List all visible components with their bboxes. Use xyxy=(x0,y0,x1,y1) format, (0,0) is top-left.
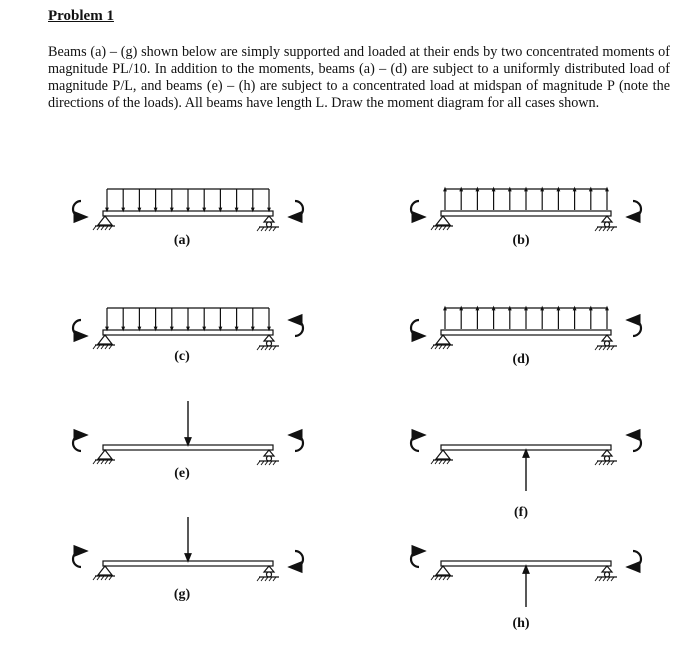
roller-support xyxy=(257,335,279,350)
beam-label: (b) xyxy=(512,233,530,248)
beam-label: (h) xyxy=(512,616,530,631)
left-moment-arrow xyxy=(411,551,419,567)
beam-body xyxy=(103,561,273,566)
roller-support xyxy=(595,566,617,581)
beam-h xyxy=(411,551,641,631)
left-moment-arrow xyxy=(411,201,419,217)
problem-heading: Problem 1 xyxy=(48,8,114,24)
roller-support xyxy=(595,216,617,231)
pin-support xyxy=(93,335,115,349)
left-moment-arrow xyxy=(411,320,419,336)
beam-f xyxy=(411,435,641,520)
problem-statement: Beams (a) – (g) shown below are simply supported and loaded at their ends by two concentrated moments of magnitude PL/10. In addition to the moments, beams (a) – (d) are subject to a uniformly distributed load of magnitude P/L, and beams (e) – (h) are subject to a concentrated load at midspan of magnitude P (note the directions of the loads). All beams have length L. Draw the moment diagram for all cases shown. xyxy=(48,44,670,111)
beam-label: (g) xyxy=(173,587,191,602)
distributed-load xyxy=(107,308,269,329)
roller-support xyxy=(257,450,279,465)
beam-b xyxy=(411,189,641,248)
beam-d xyxy=(411,308,641,367)
beam-body xyxy=(441,211,611,216)
pin-support xyxy=(431,216,453,230)
distributed-load xyxy=(445,189,607,210)
beam-label: (e) xyxy=(174,466,190,481)
left-moment-arrow xyxy=(73,551,81,567)
roller-support xyxy=(595,335,617,350)
right-moment-arrow xyxy=(295,201,303,217)
right-moment-arrow xyxy=(295,551,303,567)
right-moment-arrow xyxy=(633,201,641,217)
beam-body xyxy=(103,445,273,450)
beam-g xyxy=(73,517,303,602)
right-moment-arrow xyxy=(633,435,641,451)
left-moment-arrow xyxy=(73,435,81,451)
pin-support xyxy=(93,450,115,464)
right-moment-arrow xyxy=(633,320,641,336)
distributed-load xyxy=(107,189,269,210)
distributed-load xyxy=(445,308,607,329)
pin-support xyxy=(431,335,453,349)
roller-support xyxy=(595,450,617,465)
beam-body xyxy=(441,561,611,566)
left-moment-arrow xyxy=(73,201,81,217)
beam-body xyxy=(103,211,273,216)
right-moment-arrow xyxy=(295,320,303,336)
beam-body xyxy=(103,330,273,335)
left-moment-arrow xyxy=(411,435,419,451)
pin-support xyxy=(431,566,453,580)
beam-label: (c) xyxy=(174,349,190,364)
roller-support xyxy=(257,216,279,231)
beam-label: (f) xyxy=(514,505,528,520)
beam-body xyxy=(441,445,611,450)
beam-label: (d) xyxy=(512,352,530,367)
beam-e xyxy=(73,401,303,481)
right-moment-arrow xyxy=(295,435,303,451)
right-moment-arrow xyxy=(633,551,641,567)
pin-support xyxy=(93,566,115,580)
pin-support xyxy=(431,450,453,464)
beam-a xyxy=(73,189,303,248)
roller-support xyxy=(257,566,279,581)
beam-body xyxy=(441,330,611,335)
pin-support xyxy=(93,216,115,230)
left-moment-arrow xyxy=(73,320,81,336)
beam-c xyxy=(73,308,303,364)
beam-label: (a) xyxy=(173,233,191,248)
